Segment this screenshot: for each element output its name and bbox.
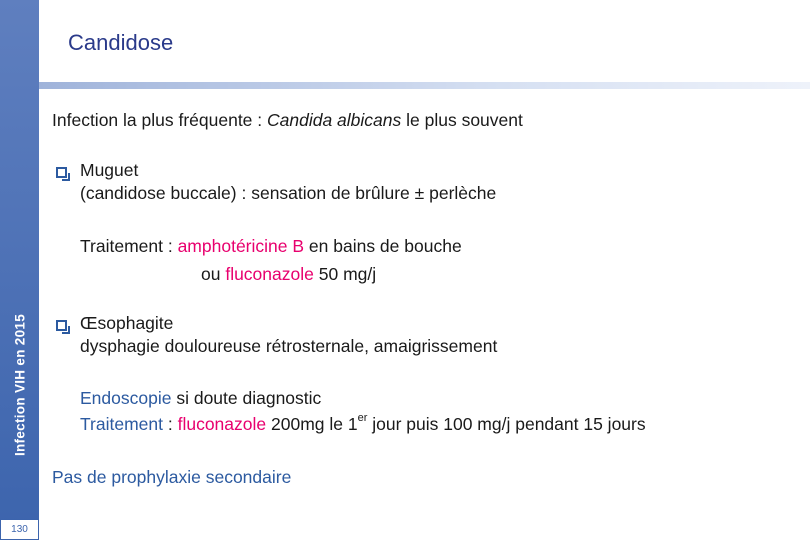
checkbox-bullet-icon [56,320,67,331]
header-bar [39,82,810,89]
drug1-detail: en bains de bouche [304,236,462,256]
dose-suffix: jour puis 100 mg/j pendant 15 jours [367,414,646,434]
drug2-detail: 50 mg/j [313,264,377,284]
intro-line [52,110,523,131]
sidebar-label: Infection VIH en 2015 [12,313,28,457]
footer-note: Pas de prophylaxie secondaire [52,467,292,487]
endoscopy-line [80,388,321,409]
muguet-heading: Muguet [80,160,139,180]
dose-prefix: 200mg le 1 [266,414,358,434]
oesophagite-heading: Œsophagite [80,313,174,333]
slide-title: Candidose [68,30,174,55]
treatment-label: Traitement [80,414,163,434]
drug-fluconazole: fluconazole [177,414,267,434]
drug-amphotericine: amphotéricine B [177,236,305,256]
muguet-treatment-line2 [201,264,376,285]
intro-prefix: Infection la plus fréquente : [52,110,267,130]
drug-fluconazole: fluconazole [225,264,314,284]
or-text: ou [201,264,226,284]
endoscopy-label: Endoscopie [80,388,172,408]
muguet-description: (candidose buccale) : sensation de brûlure ± perlèche [80,183,497,203]
organism-name: Candida albicans [267,110,402,130]
intro-suffix: le plus souvent [401,110,523,130]
treatment-label: Traitement : [80,236,178,256]
sidebar [0,0,39,540]
page-number: 130 [0,519,39,540]
checkbox-bullet-icon [56,167,67,178]
endoscopy-detail: si doute diagnostic [171,388,322,408]
treatment-colon: : [163,414,178,434]
muguet-treatment-line1 [80,236,462,257]
oesophagite-description: dysphagie douloureuse rétrosternale, amaigrissement [80,336,498,356]
oesophagite-treatment-line [80,414,646,435]
dose-superscript: er [357,412,368,424]
